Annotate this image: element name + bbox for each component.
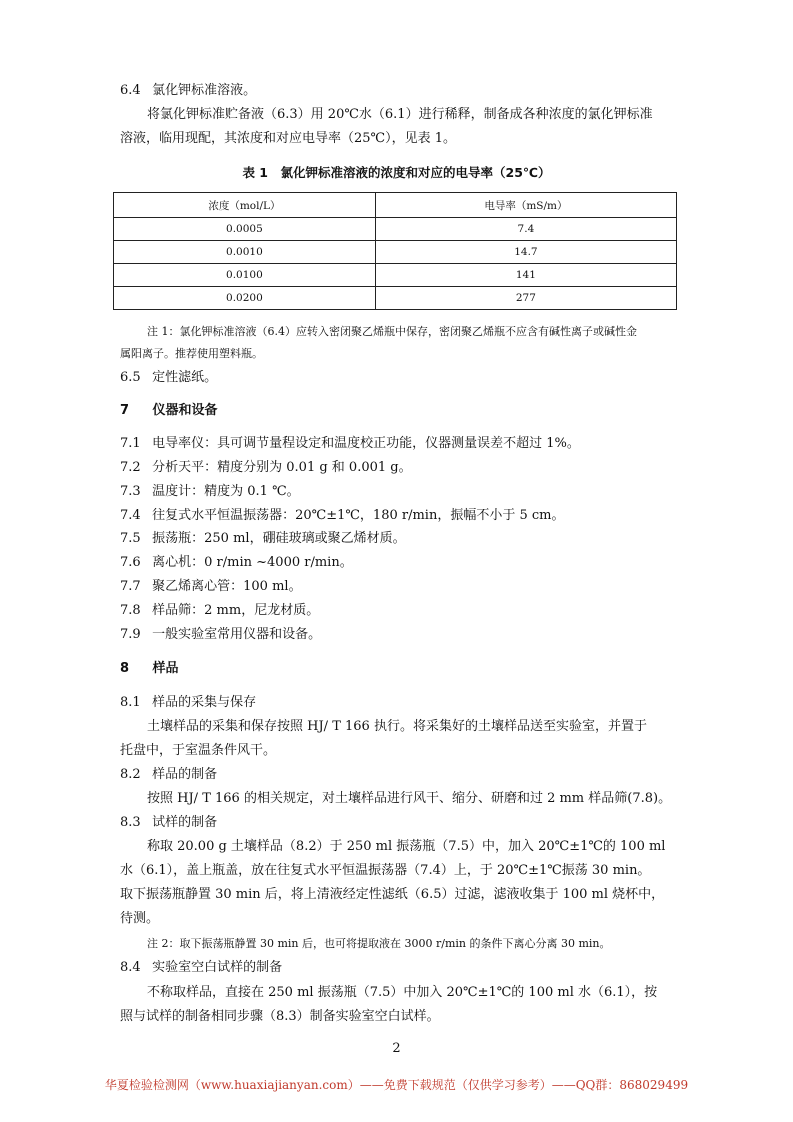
table-caption: 表 1 氯化钾标准溶液的浓度和对应的电导率（25℃） <box>242 165 551 180</box>
table-cell: 7.4 <box>375 218 676 241</box>
table-row <box>114 241 677 264</box>
section-6-4-para-line2: 溶液，临用现配，其浓度和对应电导率（25℃），见表 1。 <box>120 131 456 146</box>
section-8-4-heading: 8.4 实验室空白试样的制备 <box>120 960 283 975</box>
list-item: 7.9 一般实验室常用仪器和设备。 <box>120 627 322 642</box>
table-row <box>114 218 677 241</box>
section-8-3-line2: 水（6.1），盖上瓶盖，放在往复式水平恒温振荡器（7.4）上，于 20℃±1℃振荡 30 min。 <box>120 863 651 878</box>
section-7-heading: 7 仪器和设备 <box>120 403 218 418</box>
note-1-line2: 属阳离子。推荐使用塑料瓶。 <box>120 347 263 360</box>
section-8-3-line4: 待测。 <box>120 911 160 926</box>
footer-watermark: 华夏检验检测网（www.huaxiajianyan.com）——免费下载规范（仅供学习参考）——QQ群：868029499 <box>104 1078 689 1092</box>
list-item: 7.6 离心机：0 r/min ~4000 r/min。 <box>120 555 353 570</box>
section-6-4-para-line1: 将氯化钾标准贮备液（6.3）用 20℃水（6.1）进行稀释，制备成各种浓度的氯化钾标准 <box>147 107 653 122</box>
table-header-concentration: 浓度（mol/L） <box>114 193 376 218</box>
table-cell: 277 <box>375 287 676 310</box>
list-item: 7.3 温度计：精度为 0.1 ℃。 <box>120 484 300 499</box>
section-8-1-line2: 托盘中，于室温条件风干。 <box>120 743 277 758</box>
section-8-2-heading: 8.2 样品的制备 <box>120 767 218 782</box>
kcl-conductivity-table <box>113 192 677 310</box>
table-row <box>114 264 677 287</box>
section-8-2-line1: 按照 HJ/ T 166 的相关规定，对土壤样品进行风干、缩分、研磨和过 2 mm 样品筛(7.8)。 <box>147 791 672 806</box>
table-cell: 14.7 <box>375 241 676 264</box>
list-item: 7.7 聚乙烯离心管：100 ml。 <box>120 579 302 594</box>
table-header-row <box>114 193 677 218</box>
note-2: 注 2：取下振荡瓶静置 30 min 后，也可将提取液在 3000 r/min 的条件下离心分离 30 min。 <box>147 937 611 950</box>
list-item: 7.2 分析天平：精度分别为 0.01 g 和 0.001 g。 <box>120 460 412 475</box>
list-item: 7.4 往复式水平恒温振荡器：20℃±1℃，180 r/min，振幅不小于 5 cm。 <box>120 508 565 523</box>
section-8-3-line3: 取下振荡瓶静置 30 min 后，将上清液经定性滤纸（6.5）过滤，滤液收集于 100 ml 烧杯中， <box>120 887 665 902</box>
list-item: 7.8 样品筛：2 mm，尼龙材质。 <box>120 603 320 618</box>
table-header-conductivity: 电导率（mS/m） <box>375 193 676 218</box>
section-6-5: 6.5 定性滤纸。 <box>120 370 218 385</box>
table-row <box>114 287 677 310</box>
section-8-3-line1: 称取 20.00 g 土壤样品（8.2）于 250 ml 振荡瓶（7.5）中，加入 20℃±1℃的 100 ml <box>147 839 666 854</box>
section-6-4-heading: 6.4 氯化钾标准溶液。 <box>120 83 257 98</box>
section-8-3-heading: 8.3 试样的制备 <box>120 815 218 830</box>
table-cell: 0.0200 <box>114 287 376 310</box>
list-item: 7.1 电导率仪：具可调节量程设定和温度校正功能，仪器测量误差不超过 1%。 <box>120 436 580 451</box>
page-number: 2 <box>392 1041 401 1056</box>
table-cell: 0.0010 <box>114 241 376 264</box>
list-item: 7.5 振荡瓶：250 ml，硼硅玻璃或聚乙烯材质。 <box>120 531 406 546</box>
section-8-4-line1: 不称取样品，直接在 250 ml 振荡瓶（7.5）中加入 20℃±1℃的 100 ml 水（6.1），按 <box>147 985 658 1000</box>
table-cell: 141 <box>375 264 676 287</box>
section-8-4-line2: 照与试样的制备相同步骤（8.3）制备实验室空白试样。 <box>120 1009 440 1024</box>
table-cell: 0.0005 <box>114 218 376 241</box>
section-8-1-heading: 8.1 样品的采集与保存 <box>120 695 257 710</box>
section-8-heading: 8 样品 <box>120 661 179 676</box>
note-1-line1: 注 1：氯化钾标准溶液（6.4）应转入密闭聚乙烯瓶中保存，密闭聚乙烯瓶不应含有碱性离子或碱性金 <box>147 325 637 338</box>
table-cell: 0.0100 <box>114 264 376 287</box>
section-8-1-line1: 土壤样品的采集和保存按照 HJ/ T 166 执行。将采集好的土壤样品送至实验室，并置于 <box>147 719 647 734</box>
